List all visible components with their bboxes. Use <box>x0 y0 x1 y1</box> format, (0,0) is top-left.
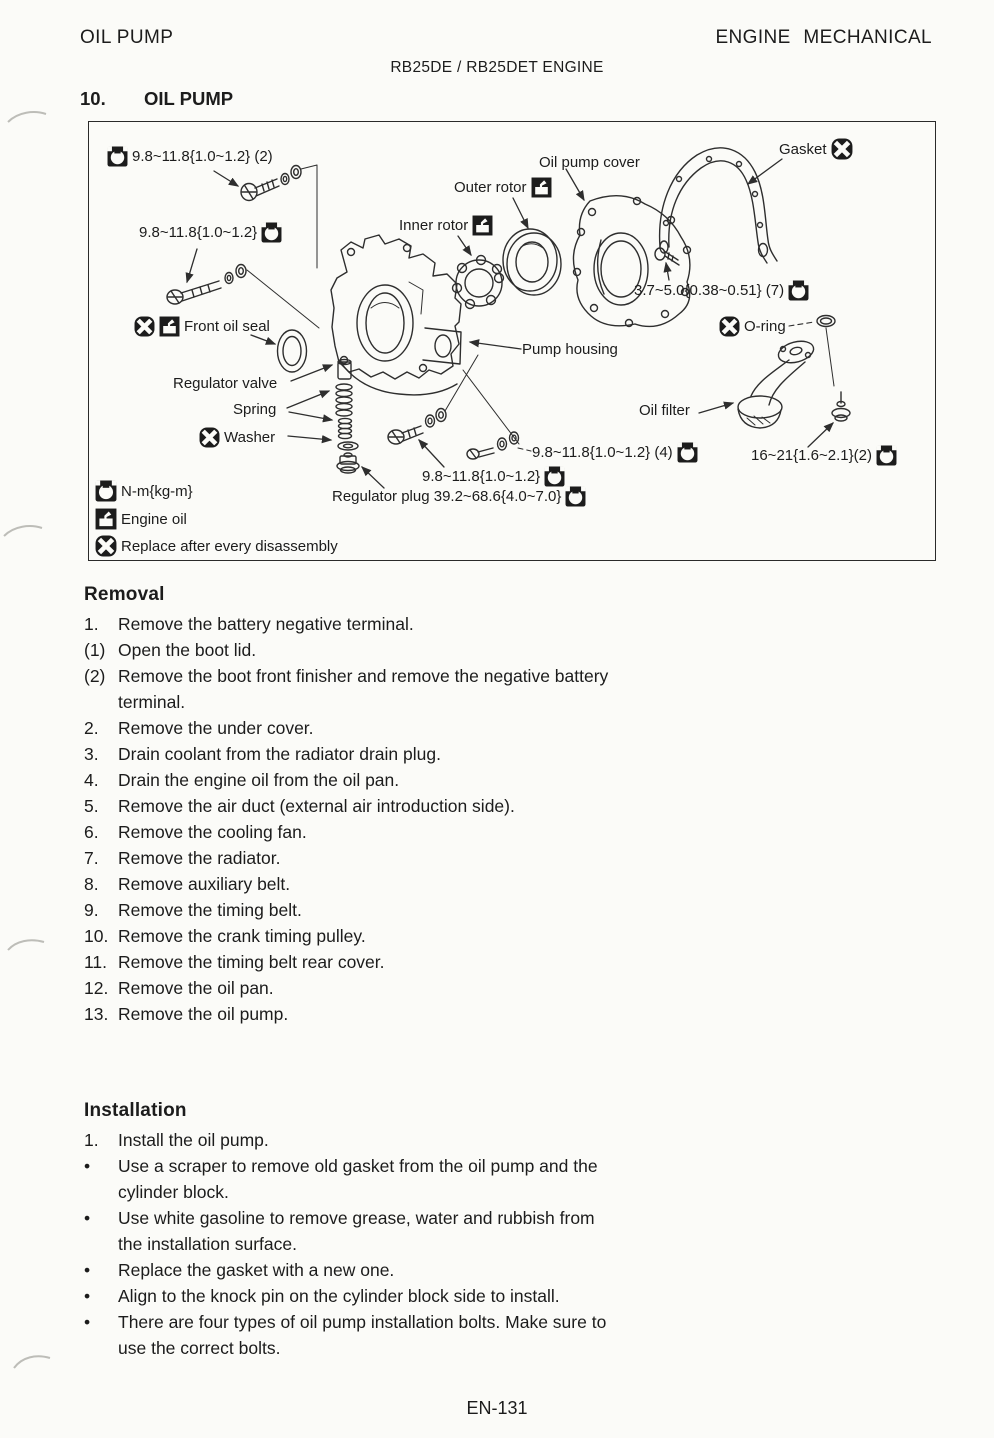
label-regulator-valve: Regulator valve <box>173 375 278 392</box>
torque-wrench-icon <box>107 146 128 167</box>
pump-housing-drawing <box>331 235 461 395</box>
list-item: 2. Remove the under cover. <box>84 718 314 738</box>
label-oil-filter: Oil filter <box>639 402 690 419</box>
label-regulator-plug: Regulator plug 39.2~68.6{4.0~7.0} <box>332 486 586 507</box>
label-gasket: Gasket <box>779 138 853 160</box>
strainer-bolt-drawing <box>832 392 850 421</box>
o-ring-drawing <box>817 316 835 387</box>
label-outer-rotor: Outer rotor <box>454 177 552 198</box>
label-strainer-torque: 16~21{1.6~2.1}(2) <box>751 445 897 466</box>
list-item: 4. Drain the engine oil from the oil pan. <box>84 770 400 790</box>
list-item: 6. Remove the cooling fan. <box>84 822 307 842</box>
outer-rotor-drawing <box>503 229 561 295</box>
legend-engine-oil: Engine oil <box>95 508 187 530</box>
section-heading <box>80 88 233 110</box>
label-cover-bolts-torque: 3.7~5.0{0.38~0.51} (7) <box>634 280 809 301</box>
list-item: • Use a scraper to remove old gasket from the oil pump and the cylinder block. <box>84 1156 598 1202</box>
list-item: • There are four types of oil pump installation bolts. Make sure to use the correct bolts. <box>84 1312 607 1358</box>
installation-section <box>84 1100 654 1361</box>
replace-x-icon <box>95 535 117 557</box>
replace-x-icon <box>719 316 740 337</box>
list-item: 13. Remove the oil pump. <box>84 1004 289 1024</box>
removal-heading: Removal <box>84 584 165 605</box>
torque-wrench-icon <box>677 442 698 463</box>
torque-wrench-icon <box>876 445 897 466</box>
torque-wrench-icon <box>565 486 586 507</box>
torque-wrench-icon <box>544 466 565 487</box>
replace-x-icon <box>199 427 220 448</box>
label-bolt-left-torque: 9.8~11.8{1.0~1.2} <box>139 222 282 243</box>
page-title-left: OIL PUMP <box>80 27 174 48</box>
bolt-mid-drawing <box>388 355 478 444</box>
torque-wrench-icon <box>95 480 117 502</box>
oil-can-icon <box>531 177 552 198</box>
torque-wrench-icon <box>261 222 282 243</box>
label-o-ring: O-ring <box>719 316 786 337</box>
list-item: • Align to the knock pin on the cylinder block side to install. <box>84 1286 560 1306</box>
label-washer: Washer <box>199 427 275 448</box>
list-item: 3. Drain coolant from the radiator drain plug. <box>84 744 441 764</box>
scan-artifacts <box>0 0 60 1438</box>
list-item: 9. Remove the timing belt. <box>84 900 302 920</box>
cover-bolt-drawing <box>655 248 679 265</box>
page-number: EN-131 <box>466 1398 528 1418</box>
label-spring: Spring <box>233 401 277 418</box>
label-oil-pump-cover: Oil pump cover <box>539 154 640 171</box>
bolt-top-drawing <box>241 165 317 268</box>
oil-can-icon <box>159 316 180 337</box>
inner-rotor-drawing <box>453 256 504 309</box>
page-title-right: ENGINE MECHANICAL <box>715 27 932 48</box>
list-item: 5. Remove the air duct (external air introduction side). <box>84 796 515 816</box>
list-item: • Use white gasoline to remove grease, water and rubbish from the installation surface. <box>84 1208 595 1254</box>
gasket-drawing <box>660 148 777 263</box>
list-item: 8. Remove auxiliary belt. <box>84 874 291 894</box>
oil-pump-cover-drawing <box>573 196 690 327</box>
section-title: OIL PUMP <box>144 88 234 109</box>
front-oil-seal-drawing <box>278 330 307 372</box>
list-item: 12. Remove the oil pan. <box>84 978 274 998</box>
label-bolts4-torque: 9.8~11.8{1.0~1.2} (4) <box>532 442 698 463</box>
torque-wrench-icon <box>788 280 809 301</box>
regulator-valve-stack-drawing <box>336 360 359 474</box>
installation-heading: Installation <box>84 1100 187 1121</box>
replace-x-icon <box>134 316 155 337</box>
replace-x-icon <box>831 138 853 160</box>
oil-can-icon <box>95 508 117 530</box>
label-bolt-single-torque: 9.8~11.8{1.0~1.2} <box>422 466 565 487</box>
removal-section <box>84 584 649 1027</box>
section-number: 10. <box>80 88 106 109</box>
engine-model-subtitle: RB25DE / RB25DET ENGINE <box>390 59 604 76</box>
list-item: • Replace the gasket with a new one. <box>84 1260 395 1280</box>
list-item: 1. Install the oil pump. <box>84 1130 269 1150</box>
label-inner-rotor: Inner rotor <box>399 215 493 236</box>
legend-torque: N-m{kg-m} <box>95 480 193 502</box>
oil-strainer-drawing <box>738 338 816 428</box>
list-item: 10. Remove the crank timing pulley. <box>84 926 366 946</box>
oil-pump-exploded-diagram <box>88 121 936 561</box>
label-pump-housing: Pump housing <box>522 341 618 358</box>
list-item: 7. Remove the radiator. <box>84 848 281 868</box>
list-item: 11. Remove the timing belt rear cover. <box>84 952 385 972</box>
label-front-oil-seal: Front oil seal <box>134 316 270 337</box>
bolt-small-drawing <box>463 370 519 459</box>
list-item: (1) Open the boot lid. <box>84 640 257 660</box>
oil-can-icon <box>472 215 493 236</box>
list-item: 1. Remove the battery negative terminal. <box>84 614 414 634</box>
label-bolt-top-torque: 9.8~11.8{1.0~1.2} (2) <box>107 146 273 167</box>
legend-replace: Replace after every disassembly <box>95 535 338 557</box>
list-item: (2) Remove the boot front finisher and remove the negative battery terminal. <box>84 666 609 712</box>
